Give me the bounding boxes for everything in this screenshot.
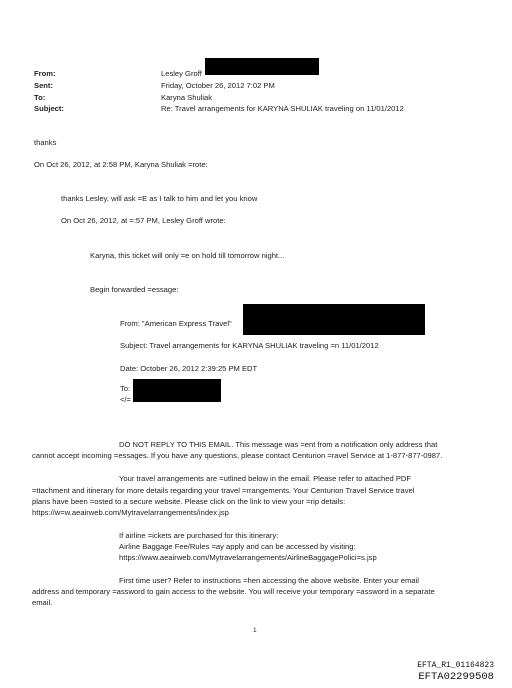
sent-value: Friday, October 26, 2012 7:02 PM bbox=[161, 81, 275, 90]
baggage-line-2: Airline Baggage Fee/Rules =ay apply and can be accessed by visiting: bbox=[119, 542, 356, 551]
notice-line-1: DO NOT REPLY TO THIS EMAIL. This message was =ent from a notification only address that bbox=[119, 440, 438, 449]
fwd-from: From: "American Express Travel" bbox=[120, 319, 232, 328]
arrangements-line-1: Your travel arrangements are =utlined below in the email. Please refer to attached PDF bbox=[119, 474, 412, 483]
page-number: 1 bbox=[253, 627, 257, 634]
footer-id-2: EFTA02299508 bbox=[418, 671, 494, 683]
subject-label: Subject: bbox=[34, 104, 64, 113]
subject-value: Re: Travel arrangements for KARYNA SHULIAK traveling on 11/01/2012 bbox=[161, 104, 404, 113]
to-value: Karyna Shuliak bbox=[161, 93, 213, 102]
sent-label: Sent: bbox=[34, 81, 53, 90]
forwarded-line: Begin forwarded =essage: bbox=[90, 285, 179, 294]
baggage-line-1: If airline =ickets are purchased for this itinerary: bbox=[119, 531, 279, 540]
redaction-box bbox=[205, 58, 319, 75]
fwd-to: To: bbox=[120, 384, 131, 393]
thanks-line: thanks bbox=[34, 138, 57, 147]
notice-line-2: cannot accept incoming =essages. If you have any questions, please contact Centurion =ravel Service at 1-877-877-0987. bbox=[32, 451, 443, 460]
fwd-date: Date: October 26, 2012 2:39:25 PM EDT bbox=[120, 364, 258, 373]
fwd-tag: </= bbox=[120, 395, 131, 404]
from-value: Lesley Groff bbox=[161, 69, 202, 78]
arrangements-line-3: plans have been =osted to a secure website. Please click on the link to view your =rip details: bbox=[32, 497, 346, 506]
first-time-line-1: First time user? Refer to instructions =hen accessing the above website. Enter your email bbox=[119, 576, 419, 585]
baggage-link[interactable]: https://www.aeairweb.com/Mytravelarrangements/AirlineBaggagePolici=s.jsp bbox=[119, 553, 377, 562]
footer-id-1: EFTA_R1_01164823 bbox=[417, 661, 494, 670]
first-time-line-2: address and temporary =assword to gain access to the website. You will receive your temporary =assword in a separate bbox=[32, 587, 435, 596]
fwd-subject: Subject: Travel arrangements for KARYNA SHULIAK traveling =n 11/01/2012 bbox=[120, 341, 379, 350]
quote2-text: Karyna, this ticket will only =e on hold till tomorrow night... bbox=[90, 251, 285, 260]
arrangements-line-2: =ttachment and itinerary for more details regarding your travel =rrangements. Your Centurion Travel Service travel bbox=[32, 486, 415, 495]
quote1-header: On Oct 26, 2012, at 2:58 PM, Karyna Shuliak =rote: bbox=[34, 160, 208, 169]
redaction-box bbox=[133, 379, 221, 402]
first-time-line-3: email. bbox=[32, 598, 53, 607]
quote1-text: thanks Lesley, will ask =E as I talk to him and let you know bbox=[61, 194, 258, 203]
redaction-box bbox=[243, 304, 425, 335]
to-label: To: bbox=[34, 93, 46, 102]
from-label: From: bbox=[34, 69, 56, 78]
arrangements-link[interactable]: https://w=w.aeairweb.com/Mytravelarrangements/index.jsp bbox=[32, 508, 229, 517]
quote2-header: On Oct 26, 2012, at =:57 PM, Lesley Groff wrote: bbox=[61, 216, 226, 225]
